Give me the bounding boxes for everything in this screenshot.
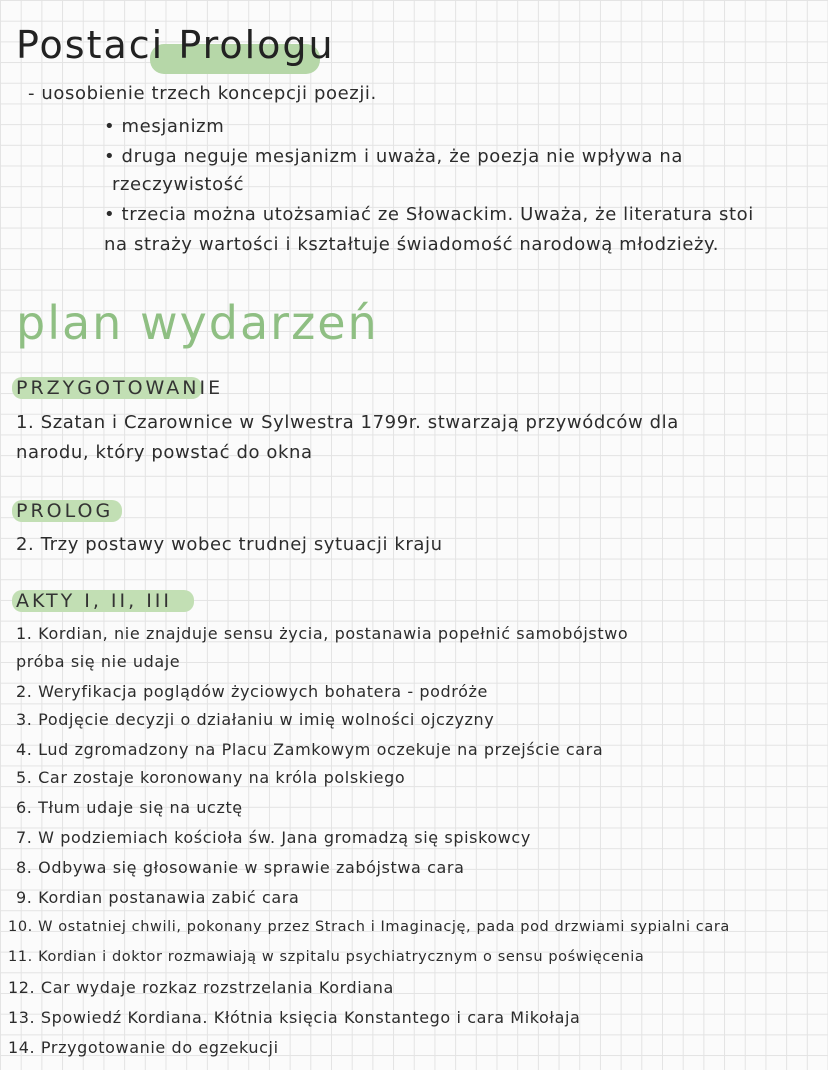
akty-line-1-cont: próba się nie udaje xyxy=(16,652,181,671)
akty-line-10: 10. W ostatniej chwili, pokonany przez Strach i Imaginację, pada pod drzwiami sypialni cara xyxy=(8,919,730,935)
intro-line: - uosobienie trzech koncepcji poezji. xyxy=(28,83,377,104)
akty-line-14: 14. Przygotowanie do egzekucji xyxy=(8,1038,279,1057)
prolog-point-3: • trzecia można utożsamiać ze Słowackim. Uważa, że literatura stoi xyxy=(104,204,754,225)
prolog-heading: PROLOG xyxy=(16,500,114,522)
prolog-line-1: 2. Trzy postawy wobec trudnej sytuacji kraju xyxy=(16,534,443,555)
przygotowanie-line-2: narodu, który powstać do okna xyxy=(16,442,313,463)
prolog-point-3-cont: na straży wartości i kształtuje świadomość narodową młodzieży. xyxy=(104,234,720,255)
prolog-point-1: • mesjanizm xyxy=(104,116,225,137)
prolog-point-2: • druga neguje mesjanizm i uważa, że poezja nie wpływa na xyxy=(104,146,683,167)
akty-line-11: 11. Kordian i doktor rozmawiają w szpitalu psychiatrycznym o sensu poświęcenia xyxy=(8,949,645,965)
akty-line-1: 1. Kordian, nie znajduje sensu życia, postanawia popełnić samobójstwo xyxy=(16,624,629,643)
akty-line-6: 6. Tłum udaje się na ucztę xyxy=(16,798,243,817)
akty-line-5: 5. Car zostaje koronowany na króla polskiego xyxy=(16,768,406,787)
akty-line-12: 12. Car wydaje rozkaz rozstrzelania Kordiana xyxy=(8,978,394,997)
przygotowanie-line-1: 1. Szatan i Czarownice w Sylwestra 1799r. stwarzają przywódców dla xyxy=(16,412,679,433)
section-title: plan wydarzeń xyxy=(16,296,379,350)
akty-line-2: 2. Weryfikacja poglądów życiowych bohatera - podróże xyxy=(16,682,488,701)
akty-line-9: 9. Kordian postanawia zabić cara xyxy=(16,888,300,907)
akty-line-7: 7. W podziemiach kościoła św. Jana gromadzą się spiskowcy xyxy=(16,828,531,847)
akty-heading: AKTY I, II, III xyxy=(16,590,173,612)
akty-line-8: 8. Odbywa się głosowanie w sprawie zabójstwa cara xyxy=(16,858,465,877)
akty-line-13: 13. Spowiedź Kordiana. Kłótnia księcia Konstantego i cara Mikołaja xyxy=(8,1008,581,1027)
prolog-point-2-cont: rzeczywistość xyxy=(112,174,245,195)
page-title: Postaci Prologu xyxy=(16,23,335,67)
akty-line-3: 3. Podjęcie decyzji o działaniu w imię wolności ojczyzny xyxy=(16,710,495,729)
przygotowanie-heading: PRZYGOTOWANIE xyxy=(16,377,224,399)
akty-line-4: 4. Lud zgromadzony na Placu Zamkowym oczekuje na przejście cara xyxy=(16,740,604,759)
